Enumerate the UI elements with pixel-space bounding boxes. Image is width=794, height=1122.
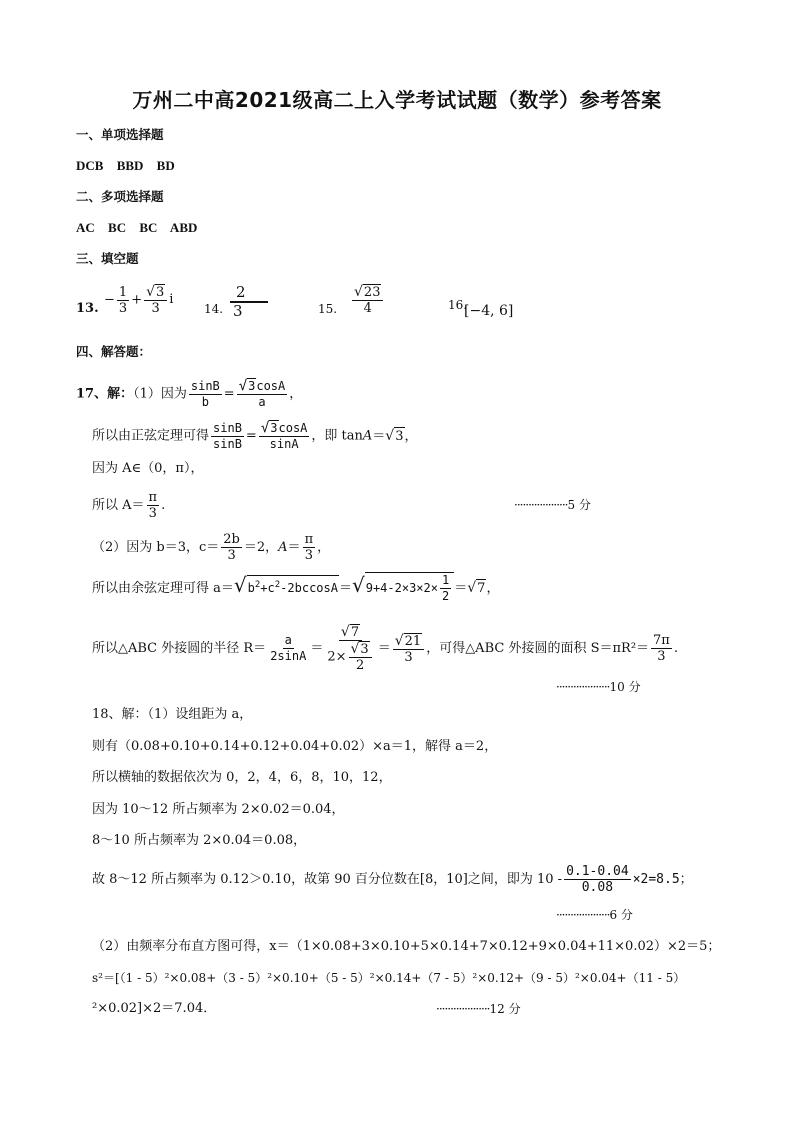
q18-line7: （2）由频率分布直方图可得，x＝（1×0.08+3×0.10+5×0.14+7×0.12+9×0.04+11×0.02）×2＝5； <box>92 939 721 954</box>
q17-line4: 所以 A＝ $\frac{\pi}{3}$ . <box>92 490 166 521</box>
q17-score-5: ···················5 分 <box>514 498 591 512</box>
q18-line4: 因为 10～12 所占频率为 2×0.02＝0.04， <box>92 802 345 817</box>
q18-line3: 所以横轴的数据依次为 0，2，4，6，8，10，12， <box>92 770 392 785</box>
q17-line1: 17、解：（1）因为 $\frac{\sin B}{b}$ = $\frac{√3\cos A}{a}$ ， <box>76 378 303 409</box>
q18-line6: 故 8～12 所占频率为 0.12＞0.10，故第 90 百分位数在[8，10]之间，即为 10 - $\frac{0.1-0.04}{0.08}$ ×2=8.5； <box>92 864 693 895</box>
q17-line6: 所以由余弦定理可得 $a=√b^2+c^2-2bccosA=√9+4-2\times 3\times 2\times$ $\frac{1}{2}$ ＝√7， <box>92 573 500 603</box>
q16-number: 16. <box>448 298 468 312</box>
single-choice-answers: DCB BBD BD <box>76 158 175 173</box>
q17-line7: 所以△ABC 外接圆的半径 R＝ $\frac{a}{2\sin A}$ ＝ √7 2× $\frac{√3}{2}$ ＝ $\frac{√21}{3}$ ，可得△ABC 外接圆的面积 S＝πR²＝ $\frac{7\pi}{3}$ . <box>92 624 678 673</box>
q13-number: 13. <box>76 301 99 316</box>
section-single-choice: 一、单项选择题 <box>76 127 164 142</box>
q18-line9: ²×0.02]×2＝7.04． <box>92 1001 217 1016</box>
q15-answer: $\frac{√23}{4}$ <box>350 284 385 316</box>
q18-line2: 则有（0.08+0.10+0.14+0.12+0.04+0.02）×a＝1，解得 a＝2， <box>92 739 498 754</box>
q18-score-6: ···················6 分 <box>556 908 633 922</box>
section-solutions: 四、解答题： <box>76 344 152 359</box>
page-title: 万州二中高2021级高二上入学考试试题（数学）参考答案 <box>132 88 662 112</box>
q17-line5: （2）因为 b＝3，c＝ $\frac{2b}{3}$ ＝2，A＝ $\frac{\pi}{3}$ ， <box>92 532 331 563</box>
q18-score-12: ···················12 分 <box>436 1002 521 1016</box>
section-multi-choice: 二、多项选择题 <box>76 189 164 204</box>
q17-line2: 所以由正弦定理可得 $\frac{\sin B}{\sin B}$ = $\frac{√3\cos A}{\sin A}$ ，即 tanA＝√3， <box>92 420 418 451</box>
section-fill-blank: 三、填空题 <box>76 251 139 266</box>
q14-answer: $\frac{2}{3}$ <box>228 284 270 320</box>
q18-line5: 8～10 所占频率为 2×0.04＝0.08， <box>92 833 307 848</box>
q17-score-10: ···················10 分 <box>556 680 641 694</box>
q16-answer: [−4, 6] <box>464 303 514 319</box>
q13-answer: − $\frac{1}{3}$ + $\frac{√3}{3}$ i <box>104 284 174 316</box>
q17-line3: 因为 A∈（0，π）， <box>92 461 204 476</box>
q18-line1: 18、解：（1）设组距为 a， <box>92 707 253 722</box>
q15-number: 15. <box>318 302 338 316</box>
multi-choice-answers: AC BC BC ABD <box>76 220 198 235</box>
q18-line8: s²＝[（1 - 5）²×0.08+（3 - 5）²×0.10+（5 - 5）²×0.14+（7 - 5）²×0.12+（9 - 5）²×0.04+（11 - 5） <box>92 971 686 985</box>
q14-number: 14. <box>204 302 224 316</box>
